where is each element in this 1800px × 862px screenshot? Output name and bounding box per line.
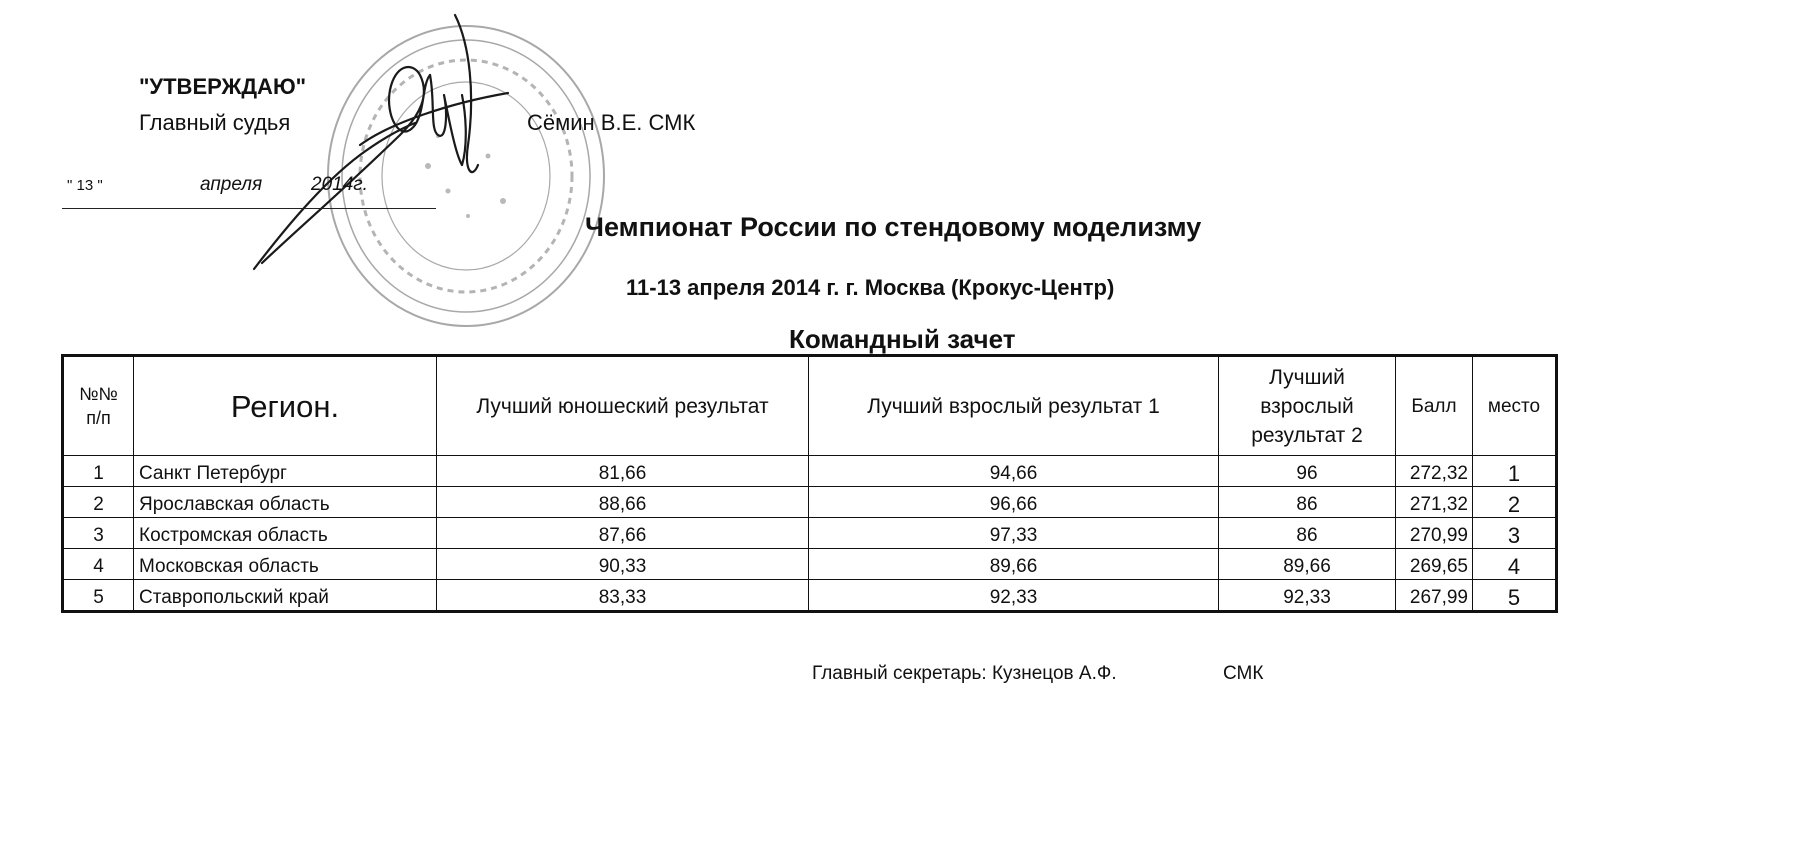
row-place: 2	[1473, 487, 1557, 518]
row-place: 1	[1473, 456, 1557, 487]
row-place: 5	[1473, 580, 1557, 612]
header-place: место	[1473, 356, 1557, 456]
header-number	[63, 356, 134, 456]
row-number: 1	[63, 456, 134, 487]
table-title: Командный зачет	[789, 324, 1016, 354]
row-score: 271,32	[1396, 487, 1473, 518]
row-adult-result-1: 92,33	[809, 580, 1219, 612]
approval-heading: "УТВЕРЖДАЮ"	[139, 74, 307, 99]
row-adult-result-1: 96,66	[809, 487, 1219, 518]
row-junior-result: 87,66	[437, 518, 809, 549]
row-region: Ставропольский край	[134, 580, 437, 612]
row-adult-result-1: 94,66	[809, 456, 1219, 487]
table-row	[63, 518, 1557, 549]
table-row	[63, 487, 1557, 518]
event-title: Чемпионат России по стендовому моделизму	[585, 212, 1202, 242]
row-place: 3	[1473, 518, 1557, 549]
row-region: Московская область	[134, 549, 437, 580]
row-number: 4	[63, 549, 134, 580]
row-score: 272,32	[1396, 456, 1473, 487]
row-junior-result: 81,66	[437, 456, 809, 487]
row-junior-result: 90,33	[437, 549, 809, 580]
chief-secretary-org: СМК	[1223, 663, 1264, 684]
row-number: 2	[63, 487, 134, 518]
header-number-line1: №№	[79, 384, 118, 404]
event-dates-place: 11-13 апреля 2014 г. г. Москва (Крокус-Центр)	[626, 275, 1115, 300]
row-number: 5	[63, 580, 134, 612]
row-adult-result-2: 89,66	[1219, 549, 1396, 580]
header-adult-result-2	[1219, 356, 1396, 456]
row-score: 270,99	[1396, 518, 1473, 549]
table-row	[63, 456, 1557, 487]
approval-date-month: апреля	[200, 174, 263, 195]
row-junior-result: 88,66	[437, 487, 809, 518]
table-row	[63, 580, 1557, 612]
approval-date-year: 2014г.	[311, 174, 368, 195]
row-score: 269,65	[1396, 549, 1473, 580]
header-junior-result: Лучший юношеский результат	[437, 356, 809, 456]
row-score: 267,99	[1396, 580, 1473, 612]
row-junior-result: 83,33	[437, 580, 809, 612]
row-region: Костромская область	[134, 518, 437, 549]
table-row	[63, 549, 1557, 580]
chief-judge-label: Главный судья	[139, 110, 291, 135]
row-adult-result-2: 86	[1219, 487, 1396, 518]
row-adult-result-2: 96	[1219, 456, 1396, 487]
header-score: Балл	[1396, 356, 1473, 456]
signature-icon	[240, 5, 530, 285]
header-adult2-line3: результат 2	[1251, 423, 1363, 447]
table-header-row	[63, 356, 1557, 456]
header-adult2-line2: взрослый	[1260, 394, 1354, 418]
approval-date-day: " 13 "	[67, 177, 103, 194]
row-adult-result-2: 86	[1219, 518, 1396, 549]
row-adult-result-2: 92,33	[1219, 580, 1396, 612]
header-adult2-line1: Лучший	[1269, 365, 1345, 389]
chief-judge-name: Сёмин В.Е. СМК	[527, 110, 696, 135]
row-adult-result-1: 89,66	[809, 549, 1219, 580]
row-place: 4	[1473, 549, 1557, 580]
row-number: 3	[63, 518, 134, 549]
chief-secretary: Главный секретарь: Кузнецов А.Ф.	[812, 663, 1117, 684]
header-adult-result-1: Лучший взрослый результат 1	[809, 356, 1219, 456]
row-region: Ярославская область	[134, 487, 437, 518]
row-region: Санкт Петербург	[134, 456, 437, 487]
team-results-table	[61, 354, 1558, 613]
row-adult-result-1: 97,33	[809, 518, 1219, 549]
header-region: Регион.	[134, 356, 437, 456]
header-number-line2: п/п	[86, 408, 111, 428]
